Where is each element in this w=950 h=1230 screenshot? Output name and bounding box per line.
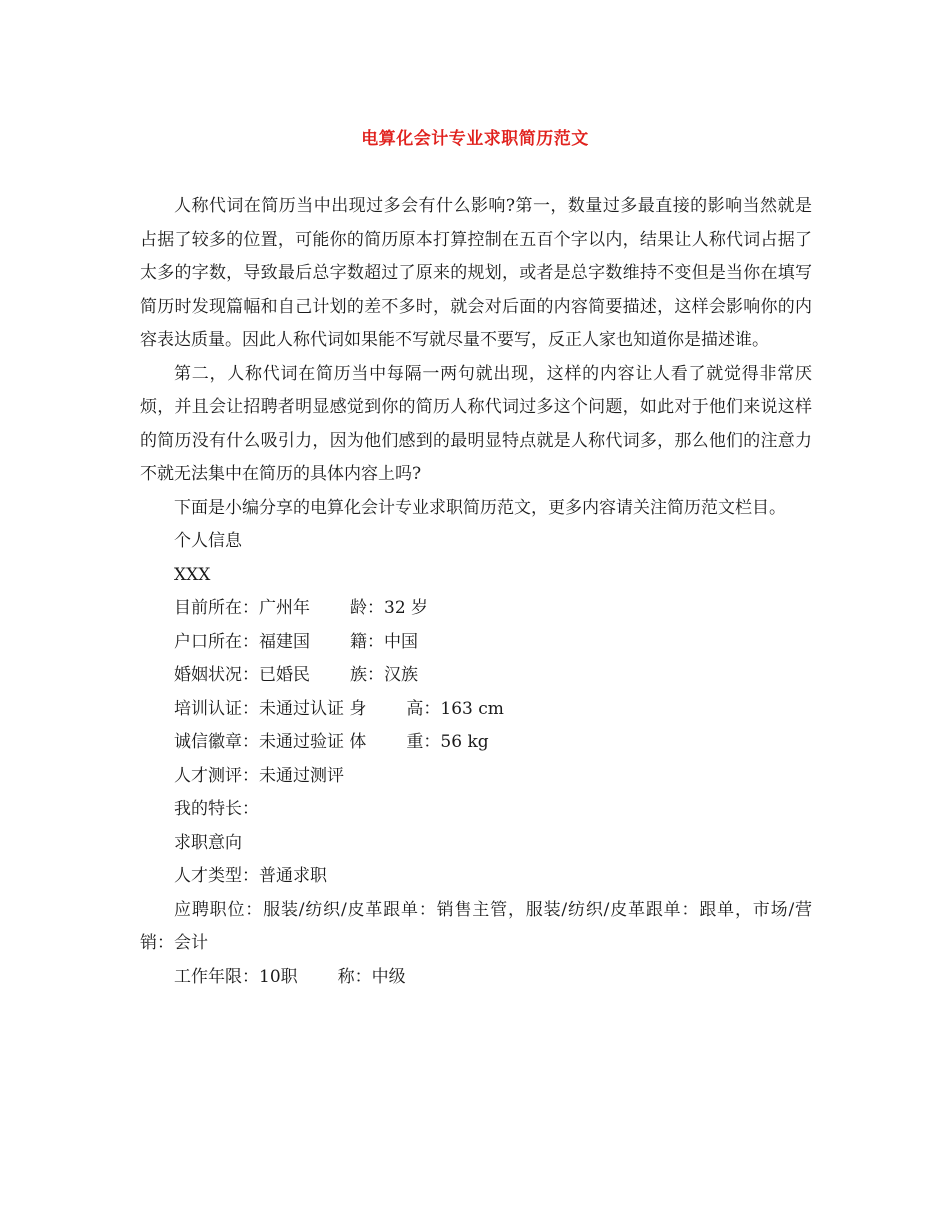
- info-row-right: 龄：32 岁: [350, 598, 429, 618]
- specialty-line: 我的特长：: [174, 799, 259, 819]
- info-row-badge-weight: [140, 726, 812, 760]
- work-years-left: 工作年限：10职: [174, 966, 298, 987]
- document-body: [140, 190, 812, 994]
- info-row-marital-ethnicity: [140, 659, 812, 693]
- section-personal-heading: 个人信息: [174, 531, 242, 551]
- section-intent-heading: 求职意向: [174, 832, 242, 853]
- work-years-right: 称：中级: [337, 966, 406, 987]
- document-title: 电算化会计专业求职简历范文: [361, 129, 589, 149]
- info-row-training-height: [140, 693, 812, 727]
- info-row-location-age: [140, 592, 812, 626]
- info-row-hukou-nationality: [140, 626, 812, 660]
- info-row-left: 婚姻状况：已婚民: [174, 665, 310, 685]
- info-row-right: 高：163 cm: [406, 698, 504, 719]
- talent-type-line: 人才类型：普通求职: [174, 866, 327, 886]
- paragraph-intro: 下面是小编分享的电算化会计专业求职简历范文，更多内容请关注简历范文栏目。: [174, 497, 786, 518]
- info-row-left: 诚信徽章：未通过验证 体: [174, 732, 367, 752]
- work-years-line: [140, 961, 812, 995]
- paragraph-pronoun-frequency: 第二，人称代词在简历当中每隔一两句就出现，这样的内容让人看了就觉得非常厌烦，并且会让招聘者明显感觉到你的简历人称代词过多这个问题，如此对于他们来说这样的简历没有什么吸引力，因为他们感到的最明显特点就是人称代词多，那么他们的注意力不就无法集中在简历的具体内容上吗?: [140, 363, 812, 484]
- info-row-left: 培训认证：未通过认证 身: [174, 698, 367, 719]
- info-row-right: 重：56 kg: [406, 732, 489, 752]
- paragraph-pronoun-impact: 人称代词在简历当中出现过多会有什么影响?第一，数量过多最直接的影响当然就是占据了较多的位置，可能你的简历原本打算控制在五百个字以内，结果让人称代词占据了太多的字数，导致最后总字数超过了原来的规划，或者是总字数维持不变但是当你在填写简历时发现篇幅和自己计划的差不多时，就会对后面的内容简要描述，这样会影响你的内容表达质量。因此人称代词如果能不写就尽量不要写，反正人家也知道你是描述谁。: [140, 196, 812, 350]
- info-row-right: 族：汉族: [350, 665, 418, 685]
- info-row-left: 户口所在：福建国: [174, 631, 310, 652]
- info-row-right: 籍：中国: [350, 631, 418, 652]
- position-line: 应聘职位：服装/纺织/皮革跟单：销售主管，服装/纺织/皮革跟单：跟单，市场/营销：会计: [140, 899, 812, 953]
- info-row-left: 目前所在：广州年: [174, 598, 310, 618]
- talent-test-line: 人才测评：未通过测评: [174, 765, 344, 786]
- candidate-name: XXX: [174, 564, 211, 585]
